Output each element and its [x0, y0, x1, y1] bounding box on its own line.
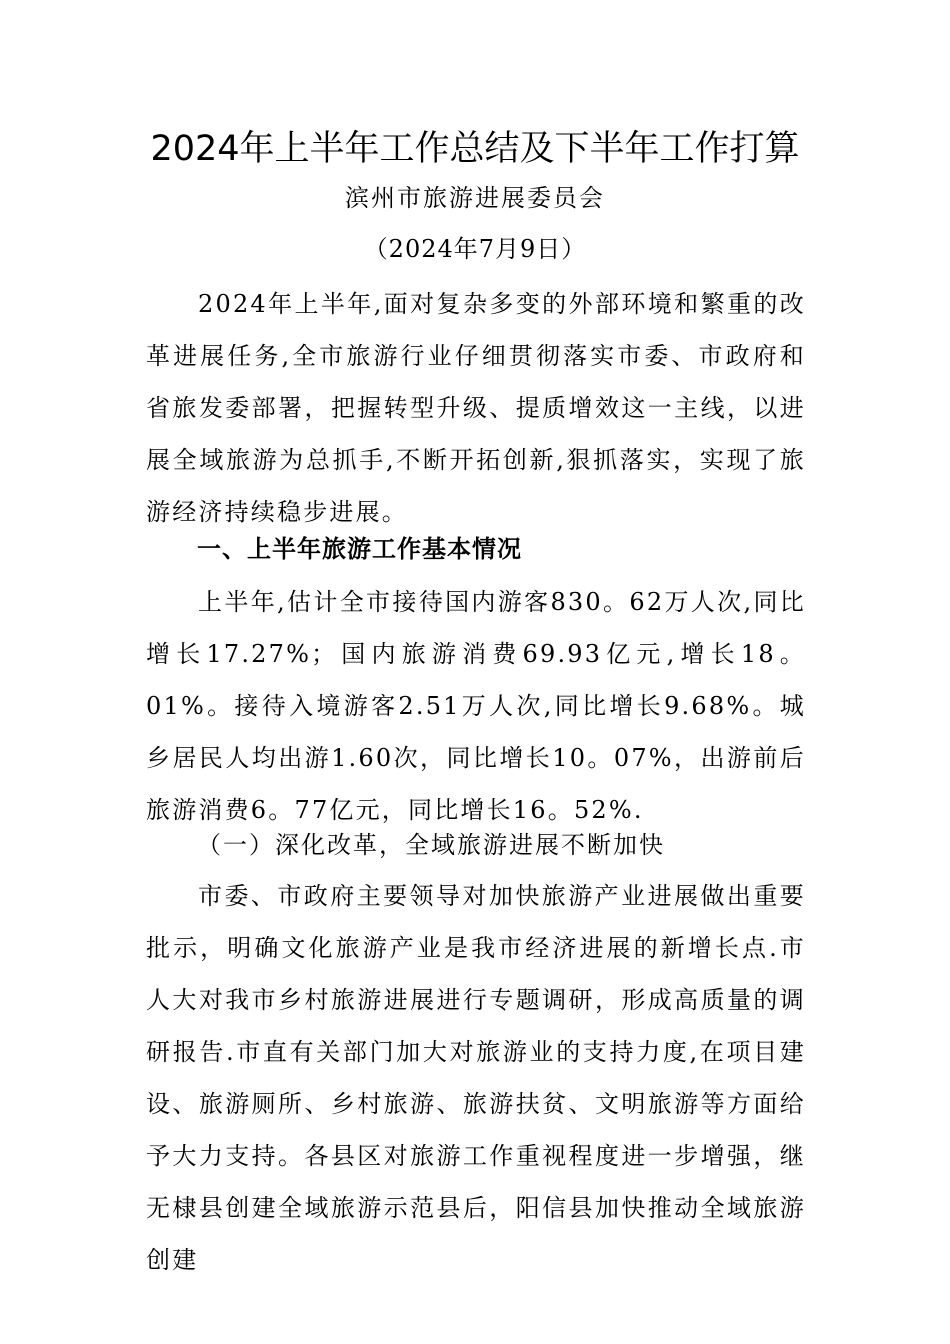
intro-paragraph: 2024年上半年,面对复杂多变的外部环境和繁重的改革进展任务,全市旅游行业仔细贯彻落实市委、市政府和省旅发委部署，把握转型升级、提质增效这一主线，以进展全域旅游为总抓手,不断开拓创新,狠抓落实，实现了旅游经济持续稳步进展。 — [146, 290, 806, 526]
document-title: 2024年上半年工作总结及下半年工作打算 — [150, 129, 800, 169]
document-issuer: 滨州市旅游进展委员会 — [345, 184, 605, 212]
subsection-heading: （一）深化改革，全域旅游进展不断加快 — [197, 831, 665, 859]
document-date: （2024年7月9日） — [363, 235, 587, 263]
subsection-one-paragraph: 市委、市政府主要领导对加快旅游产业进展做出重要批示，明确文化旅游产业是我市经济进展的新增长点.市人大对我市乡村旅游进展进行专题调研，形成高质量的调研报告.市直有关部门加大对旅游业的支持力度,在项目建设、旅游厕所、乡村旅游、旅游扶贫、文明旅游等方面给予大力支持。各县区对旅游工作重视程度进一步增强，继无棣县创建全域旅游示范县后，阳信县加快推动全域旅游创建 — [146, 882, 806, 1274]
section-heading: 一、上半年旅游工作基本情况 — [197, 535, 522, 563]
section-one-paragraph: 上半年,估计全市接待国内游客830。62万人次,同比增长17.27%；国内旅游消费69.93亿元,增长18。01%。接待入境游客2.51万人次,同比增长9.68%。城乡居民人均出游1.60次，同比增长10。07%，出游前后旅游消费6。77亿元，同比增长16。52%. — [146, 588, 806, 824]
